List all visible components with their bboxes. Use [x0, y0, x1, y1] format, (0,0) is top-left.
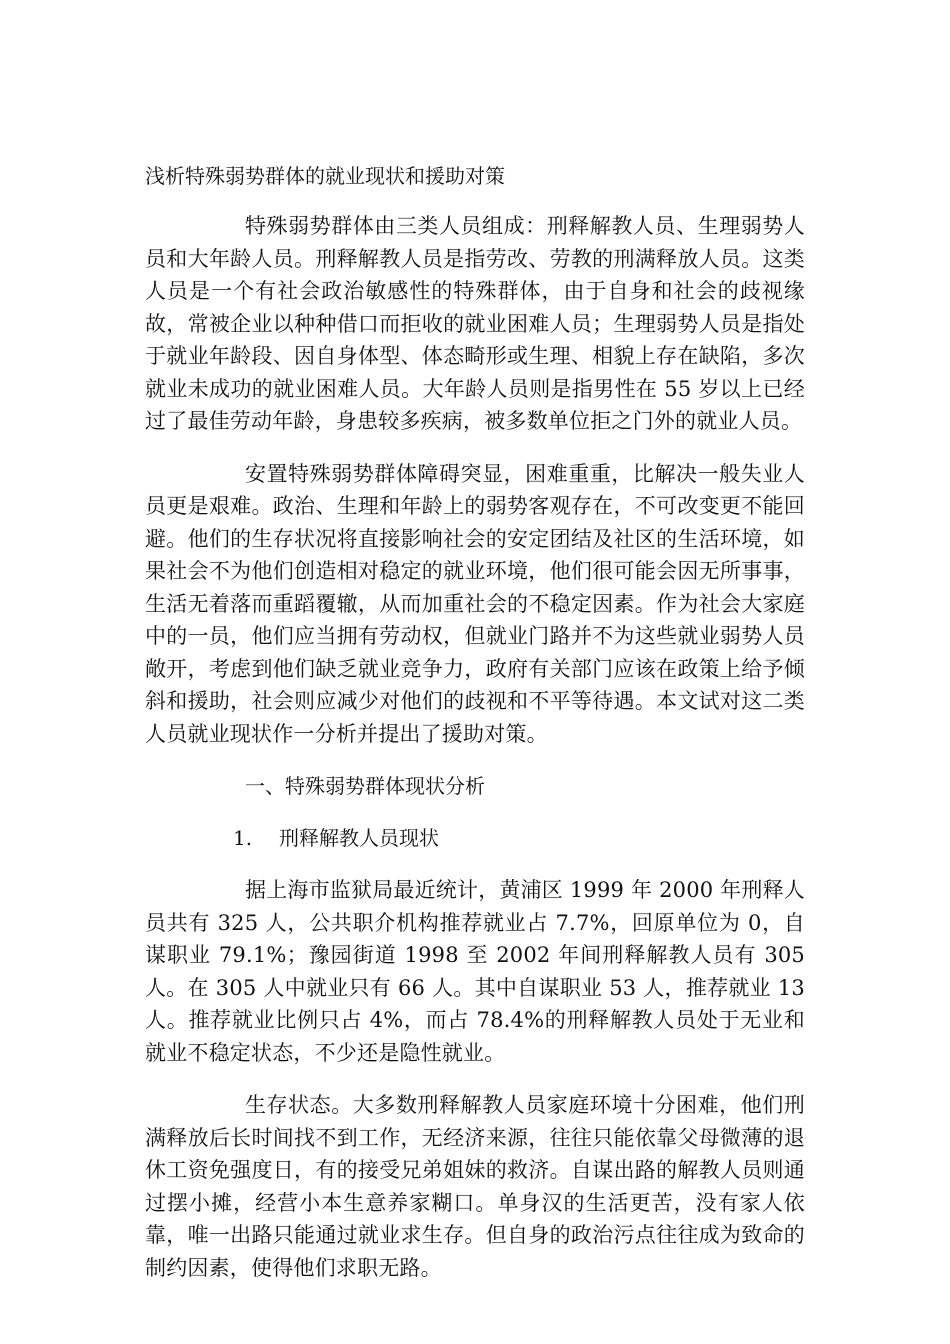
sub-heading-text: 刑释解教人员现状	[279, 826, 439, 850]
paragraph-statistics: 据上海市监狱局最近统计，黄浦区 1999 年 2000 年刑释人员共有 325 人，公共职介机构推荐就业占 7.7%，回原单位为 0，自谋职业 79.1%；豫园街道 1998 至 2002 年间刑释解教人员有 305 人。在 305 人中就业只有 66 人。其中自谋职业 53 人，推荐就业 13 人。推荐就业比例只占 4%，而占 78.4%的刑释解教人员处于无业和就业不稳定状态，不少还是隐性就业。	[145, 878, 805, 1065]
sub-heading	[145, 822, 805, 854]
paragraph-living-status: 生存状态。大多数刑释解教人员家庭环境十分困难，他们刑满释放后长时间找不到工作，无经济来源，往往只能依靠父母微薄的退休工资免强度日，有的接受兄弟姐妹的救济。自谋出路的解教人员则通过摆小摊，经营小本生意养家糊口。单身汉的生活更苦，没有家人依靠，唯一出路只能通过就业求生存。但自身的政治污点往往成为致命的制约因素，使得他们求职无路。	[145, 1093, 805, 1280]
paragraph-difficulty: 安置特殊弱势群体障碍突显，困难重重，比解决一般失业人员更是艰难。政治、生理和年龄上的弱势客观存在，不可改变更不能回避。他们的生存状况将直接影响社会的安定团结及社区的生活环境，如果社会不为他们创造相对稳定的就业环境，他们很可能会因无所事事，生活无着落而重蹈覆辙，从而加重社会的不稳定因素。作为社会大家庭中的一员，他们应当拥有劳动权，但就业门路并不为这些就业弱势人员敞开，考虑到他们缺乏就业竞争力，政府有关部门应该在政策上给予倾斜和援助，社会则应减少对他们的歧视和不平等待遇。本文试对这二类人员就业现状作一分析并提出了援助对策。	[145, 461, 805, 746]
sub-heading-number: 1.	[233, 826, 253, 850]
paragraph-composition: 特殊弱势群体由三类人员组成：刑释解教人员、生理弱势人员和大年龄人员。刑释解教人员是指劳改、劳教的刑满释放人员。这类人员是一个有社会政治敏感性的特殊群体，由于自身和社会的歧视缘故，常被企业以种种借口而拒收的就业困难人员；生理弱势人员是指处于就业年龄段、因自身体型、体态畸形或生理、相貌上存在缺陷，多次就业未成功的就业困难人员。大年龄人员则是指男性在 55 岁以上已经过了最佳劳动年龄，身患较多疾病，被多数单位拒之门外的就业人员。	[145, 214, 805, 433]
document-title: 浅析特殊弱势群体的就业现状和援助对策	[145, 164, 505, 188]
document-page	[145, 160, 805, 1304]
section-heading: 一、特殊弱势群体现状分析	[245, 774, 485, 798]
